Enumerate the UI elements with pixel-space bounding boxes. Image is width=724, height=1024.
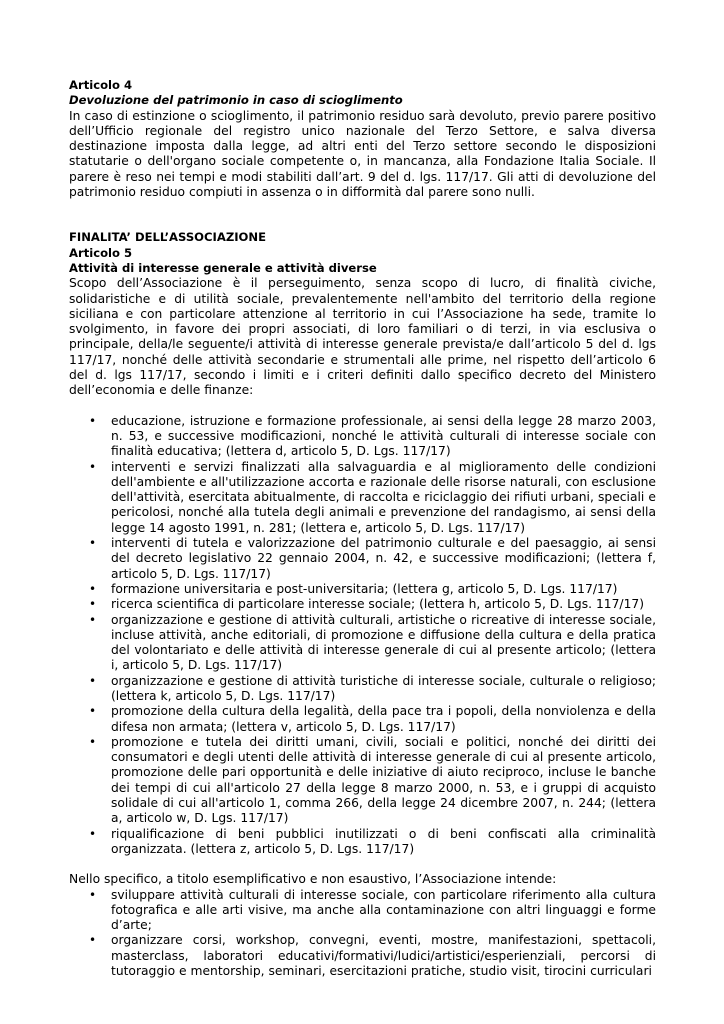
specific-list: [69, 888, 656, 980]
article-4-body: In caso di estinzione o scioglimento, il patrimonio residuo sarà devoluto, previo parere positivo dell’Ufficio regionale del registro unico nazionale del Terzo Settore, e salva diversa destinazione imposta dalla legge, ad altri enti del Terzo settore secondo le disposizioni statutarie o dell'organo sociale competente o, in mancanza, alla Fondazione Italia Sociale. Il parere è reso nei tempi e modi stabiliti dall’art. 9 del d. lgs. 117/17. Gli atti di devoluzione del patrimonio residuo compiuti in assenza o in difformità dal parere sono nulli.: [69, 108, 656, 200]
section-title: FINALITA’ DELL’ASSOCIAZIONE: [69, 230, 267, 245]
activities-list: [69, 414, 656, 858]
list-item-text: promozione della cultura della legalità, della pace tra i popoli, della nonviolenza e della difesa non armata; (lettera v, articolo 5, D. Lgs. 117/17): [111, 704, 656, 734]
list-item-text: ricerca scientifica di particolare interesse sociale; (lettera h, articolo 5, D. Lgs. 117/17): [111, 597, 645, 612]
bullet-icon: •: [89, 536, 97, 551]
list-item: [69, 597, 656, 612]
document-page: [69, 78, 656, 979]
list-item-text: organizzazione e gestione di attività culturali, artistiche o ricreative di interesse sociale, incluse attività, anche editoriali, di promozione e diffusione della cultura e della pratica del volontariato e delle attività di interesse generale di cui al presente articolo; (lettera i, articolo 5, D. Lgs. 117/17): [111, 612, 656, 673]
list-item: [69, 582, 656, 597]
list-item: [69, 888, 656, 934]
spacer: [69, 857, 656, 872]
list-item: [69, 735, 656, 827]
bullet-icon: •: [89, 734, 97, 749]
article-5-intro: Scopo dell’Associazione è il perseguimento, senza scopo di lucro, di finalità civiche, solidaristiche e di utilità sociale, prevalentemente nell'ambito del territorio della regione siciliana e con particolare attenzione al territorio in cui l’Associazione ha sede, tramite lo svolgimento, in favore dei propri associati, di loro familiari o di terzi, in via esclusiva o principale, della/le seguente/i attività di interesse generale prevista/e dall’articolo 5 del d. lgs 117/17, nonché delle attività secondarie e strumentali alle prime, nel rispetto dell’articolo 6 del d. lgs 117/17, secondo i limiti e i criteri definiti dallo specifico decreto del Ministero dell’economia e delle finanze:: [69, 276, 656, 398]
bullet-icon: •: [89, 933, 97, 948]
list-item: [69, 704, 656, 735]
spacer: [69, 399, 656, 414]
bullet-icon: •: [89, 704, 97, 719]
list-item-text: promozione e tutela dei diritti umani, civili, sociali e politici, nonché dei diritti dei consumatori e degli utenti delle attività di interesse generale di cui al presente articolo, promozione delle pari opportunità e delle iniziative di aiuto reciproco, incluse le banche dei tempi di cui all'articolo 27 della legge 8 marzo 2000, n. 53, e i gruppi di acquisto solidale di cui all'articolo 1, comma 266, della legge 24 dicembre 2007, n. 244; (lettera a, articolo w, D. Lgs. 117/17): [111, 734, 656, 826]
article-4-heading: Articolo 4: [69, 78, 133, 92]
list-item: [69, 827, 656, 858]
list-item: [69, 414, 656, 460]
list-item: [69, 536, 656, 582]
list-item: [69, 613, 656, 674]
list-item: [69, 674, 656, 705]
bullet-icon: •: [89, 887, 97, 902]
bullet-icon: •: [89, 459, 97, 474]
list-item-text: interventi e servizi finalizzati alla salvaguardia e al miglioramento delle condizioni dell'ambiente e all'utilizzazione accorta e razionale delle risorse naturali, con esclusione dell'attività, esercitata abitualmente, di raccolta e riciclaggio dei rifiuti urbani, speciali e pericolosi, nonché alla tutela degli animali e prevenzione del randagismo, ai sensi della legge 14 agosto 1991, n. 281; (lettera e, articolo 5, D. Lgs. 117/17): [111, 459, 656, 535]
list-item-text: educazione, istruzione e formazione professionale, ai sensi della legge 28 marzo 2003, n. 53, e successive modificazioni, nonché le attività culturali di interesse sociale con finalità educativa; (lettera d, articolo 5, D. Lgs. 117/17): [111, 413, 656, 459]
list-item-text: formazione universitaria e post-universitaria; (lettera g, articolo 5, D. Lgs. 117/17): [111, 581, 618, 596]
bullet-icon: •: [89, 673, 97, 688]
article-5-heading: Articolo 5: [69, 245, 133, 260]
bullet-icon: •: [89, 581, 97, 596]
bullet-icon: •: [89, 597, 97, 612]
article-4-subheading: Devoluzione del patrimonio in caso di scioglimento: [69, 93, 403, 108]
list-item: [69, 460, 656, 536]
specific-intro: Nello specifico, a titolo esemplificativo e non esaustivo, l’Associazione intende:: [69, 872, 557, 887]
list-item-text: organizzare corsi, workshop, convegni, eventi, mostre, manifestazioni, spettacoli, masterclass, laboratori educativi/formativi/ludici/artistici/esperienziali, percorsi di tutoraggio e mentorship, seminari, esercitazioni pratiche, studio visit, tirocini curriculari: [111, 933, 656, 979]
list-item-text: riqualificazione di beni pubblici inutilizzati o di beni confiscati alla criminalità organizzata. (lettera z, articolo 5, D. Lgs. 117/17): [111, 826, 656, 856]
list-item: [69, 933, 656, 979]
bullet-icon: •: [89, 413, 97, 428]
list-item-text: sviluppare attività culturali di interesse sociale, con particolare riferimento alla cultura fotografica e alle arti visive, ma anche alla contaminazione con altri linguaggi e forme d’arte;: [111, 887, 656, 933]
bullet-icon: •: [89, 612, 97, 627]
spacer: [69, 200, 656, 230]
article-5-subheading: Attività di interesse generale e attività diverse: [69, 260, 377, 275]
bullet-icon: •: [89, 826, 97, 841]
list-item-text: organizzazione e gestione di attività turistiche di interesse sociale, culturale o religioso; (lettera k, articolo 5, D. Lgs. 117/17): [111, 673, 656, 703]
list-item-text: interventi di tutela e valorizzazione del patrimonio culturale e del paesaggio, ai sensi del decreto legislativo 22 gennaio 2004, n. 42, e successive modificazioni; (lettera f, articolo 5, D. Lgs. 117/17): [111, 536, 656, 581]
